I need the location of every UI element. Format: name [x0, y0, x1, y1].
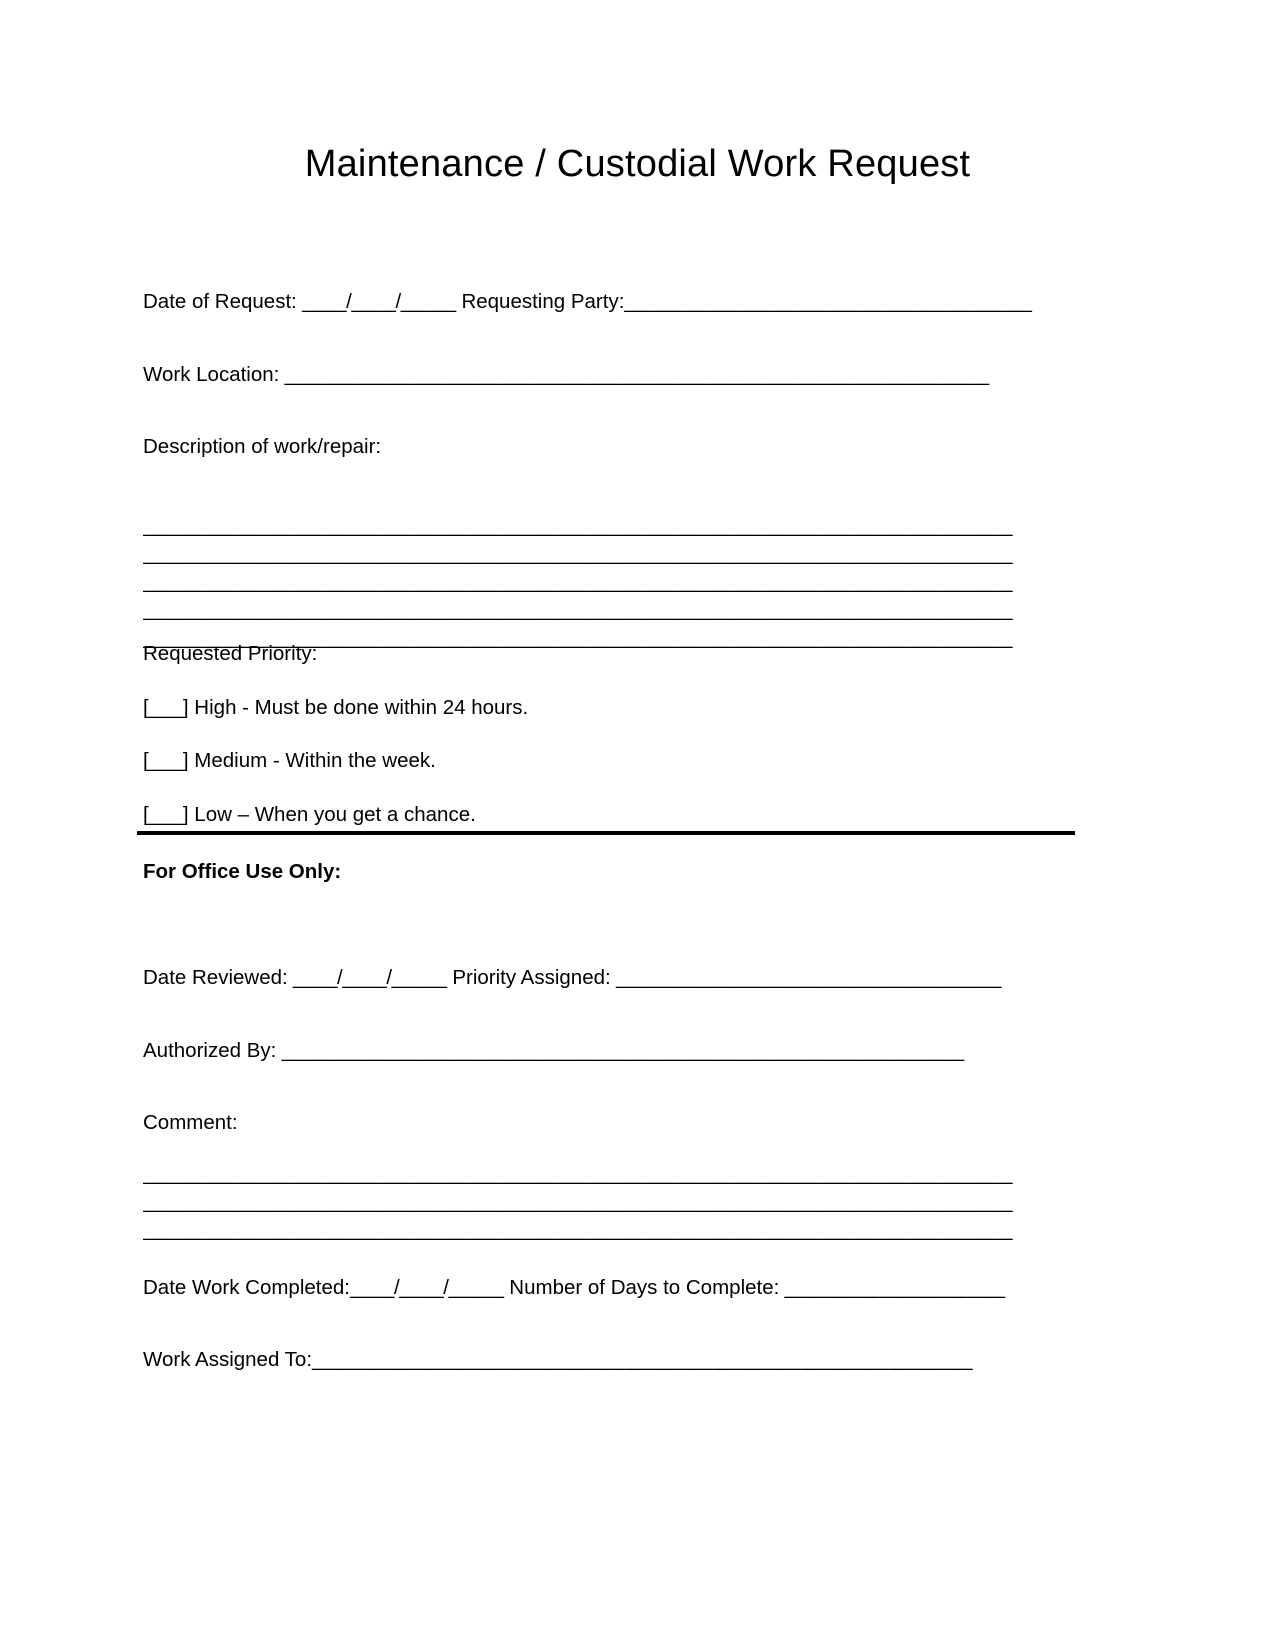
- work-location-row: [143, 362, 1123, 386]
- date-work-completed-label: Date Work Completed:: [143, 1275, 350, 1299]
- priority-checkbox-medium[interactable]: [___]: [143, 749, 189, 772]
- work-location-blank[interactable]: ________________________________________________________________: [279, 362, 989, 386]
- priority-option-low[interactable]: [143, 802, 1123, 826]
- spacer: [143, 1248, 1123, 1278]
- work-location-label: Work Location:: [143, 362, 280, 386]
- priority-label-medium: Medium - Within the week.: [188, 749, 436, 772]
- request-section: [143, 292, 1123, 656]
- spacer: [143, 1061, 1123, 1113]
- authorized-by-row: [143, 1038, 1123, 1062]
- comment-rule-line[interactable]: _______________________________________________________________________________: [143, 1163, 1013, 1185]
- date-of-request-row: [143, 292, 1123, 313]
- date-of-request-blank[interactable]: ____/____/_____: [296, 290, 456, 313]
- spacer: [143, 1298, 1123, 1350]
- work-assigned-to-label: Work Assigned To:: [143, 1348, 313, 1371]
- office-use-heading-wrap: [143, 862, 1123, 883]
- date-reviewed-label: Date Reviewed:: [143, 966, 288, 989]
- spacer: [143, 458, 1123, 516]
- work-assigned-to-blank[interactable]: ____________________________________________________________: [312, 1348, 973, 1371]
- comment-label: Comment:: [143, 1111, 238, 1134]
- authorized-by-blank[interactable]: ______________________________________________________________: [276, 1038, 964, 1062]
- priority-section: [143, 644, 1123, 825]
- description-rule-line[interactable]: _______________________________________________________________________________: [143, 515, 1013, 537]
- requesting-party-blank[interactable]: _____________________________________: [624, 290, 1032, 313]
- authorized-by-label: Authorized By:: [143, 1038, 277, 1062]
- description-rule-line[interactable]: _______________________________________________________________________________: [143, 543, 1013, 565]
- requesting-party-label: Requesting Party:: [455, 290, 625, 313]
- priority-label-high: High - Must be done within 24 hours.: [188, 695, 529, 719]
- number-of-days-label: Number of Days to Complete:: [503, 1275, 780, 1299]
- spacer: [143, 385, 1123, 437]
- spacer: [143, 772, 1123, 805]
- number-of-days-blank[interactable]: ____________________: [779, 1275, 1005, 1299]
- page-title: Maintenance / Custodial Work Request: [304, 143, 971, 185]
- priority-label-low: Low – When you get a chance.: [188, 802, 476, 826]
- comment-rule-line[interactable]: _______________________________________________________________________________: [143, 1191, 1013, 1213]
- date-reviewed-blank[interactable]: ____/____/_____: [287, 966, 447, 989]
- date-work-completed-row: [143, 1275, 1123, 1299]
- description-rule-line[interactable]: _______________________________________________________________________________: [143, 627, 1013, 649]
- office-use-section: [143, 968, 1123, 1371]
- priority-option-high[interactable]: [143, 695, 1123, 719]
- spacer: [143, 313, 1123, 365]
- priority-heading: Requested Priority:: [143, 642, 318, 665]
- priority-assigned-blank[interactable]: ___________________________________: [610, 966, 1002, 989]
- section-divider: [137, 831, 1075, 835]
- description-rule-line[interactable]: _______________________________________________________________________________: [143, 599, 1013, 621]
- description-rule-line[interactable]: _______________________________________________________________________________: [143, 571, 1013, 593]
- work-assigned-to-row: [143, 1350, 1123, 1371]
- spacer: [143, 665, 1123, 698]
- date-work-completed-blank[interactable]: ____/____/_____: [349, 1275, 504, 1299]
- priority-option-medium[interactable]: [143, 751, 1123, 772]
- description-label: Description of work/repair:: [143, 435, 382, 458]
- priority-assigned-label: Priority Assigned:: [446, 966, 611, 989]
- date-reviewed-row: [143, 968, 1123, 989]
- spacer: [143, 989, 1123, 1041]
- comment-rule-line[interactable]: _______________________________________________________________________________: [143, 1219, 1013, 1241]
- office-use-heading: For Office Use Only:: [143, 860, 342, 883]
- date-of-request-label: Date of Request:: [143, 290, 297, 313]
- spacer: [143, 718, 1123, 751]
- priority-checkbox-high[interactable]: [___]: [143, 695, 189, 719]
- priority-checkbox-low[interactable]: [___]: [143, 802, 189, 826]
- spacer: [143, 1134, 1123, 1164]
